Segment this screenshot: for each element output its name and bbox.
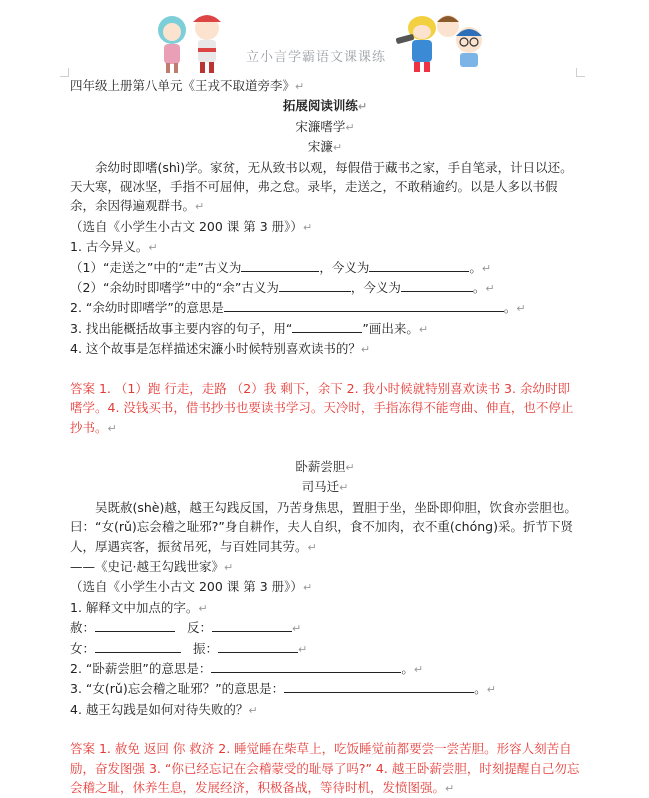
page-title: 拓展阅读训练↵ bbox=[282, 98, 368, 114]
blank-line bbox=[70, 720, 580, 739]
text1-body: 余幼时即嗜(shì)学。家贫，无从致书以观，每假借于藏书之家，手自笔录，计日以还。天大寒，砚冰坚，手指不可屈伸，弗之怠。录毕，走送之，不敢稍逾约。以是人多以书假余，余因得遍观群书。↵ bbox=[70, 159, 573, 214]
text2-title: 卧薪尝胆↵ bbox=[295, 458, 355, 474]
text2-answer: 答案 1. 赦免 返回 你 救济 2. 睡觉睡在柴草上，吃饭睡觉前都要尝一尝苦胆。形容人刻苦自励，奋发图强 3. “你已经忘记在会稽蒙受的耻辱了吗?” 4. 越王卧薪尝胆，时刻提醒自己勿忘会稽之耻，休养生息，发展经济，积极备战，等待时机，发愤图强。↵ bbox=[70, 741, 580, 795]
text2-source: （选自《小学生小古文 200 课 第 3 册》）↵ bbox=[70, 579, 313, 595]
text1-answer: 答案 1. （1）跑 行走，走路 （2）我 剩下，余下 2. 我小时候就特别喜欢读书 3. 余幼时即嗜学。4. 没钱买书，借书抄书也要读书学习。天冷时，手指冻得不能弯曲、伸直，也不停止抄书。↵ bbox=[70, 380, 574, 435]
text2-question-2: 2. “卧薪尝胆”的意思是： 。↵ bbox=[70, 660, 424, 676]
text2-question-1-row2: 女： 振： ↵ bbox=[70, 640, 308, 656]
answer-blank[interactable] bbox=[292, 320, 362, 333]
text1-question-4: 4. 这个故事是怎样描述宋濂小时候特别喜欢读书的？↵ bbox=[70, 341, 371, 357]
text2-question-1-row1: 赦： 反： ↵ bbox=[70, 620, 302, 636]
answer-blank[interactable] bbox=[211, 660, 401, 673]
glasses-boy-cartoon-icon bbox=[456, 27, 482, 67]
text1-question-3: 3. 找出能概括故事主要内容的句子，用“ ”画出来。↵ bbox=[70, 320, 429, 336]
text2-author: 司马迁↵ bbox=[301, 479, 349, 495]
text2-question-1: 1. 解释文中加点的字。↵ bbox=[70, 599, 208, 615]
page-header bbox=[0, 0, 649, 76]
blank-line bbox=[70, 438, 580, 457]
blank-line bbox=[70, 360, 580, 379]
document-page bbox=[70, 76, 580, 798]
answer-blank[interactable] bbox=[284, 680, 474, 693]
text1-source: （选自《小学生小古文 200 课 第 3 册》）↵ bbox=[70, 218, 313, 234]
brand-watermark: 立小言学霸语文课课练 bbox=[246, 50, 387, 65]
text2-body: 吴既赦(shè)越，越王勾践反国，乃苦身焦思，置胆于坐，坐卧即仰胆，饮食亦尝胆也。曰：“女(rǔ)忘会稽之耻邪?”身自耕作，夫人自织，食不加肉，衣不重(chóng)采。折节下贤人，厚遇宾客，振贫吊死，与百姓同其劳。↵ bbox=[70, 499, 577, 554]
answer-blank[interactable] bbox=[369, 259, 469, 272]
text2-question-3: 3. “女(rǔ)忘会稽之耻邪？”的意思是： 。↵ bbox=[70, 681, 496, 697]
pirate-boy-cartoon-icon bbox=[193, 15, 221, 73]
text2-source-work: ——《史记·越王勾践世家》↵ bbox=[70, 558, 234, 574]
answer-blank[interactable] bbox=[224, 299, 504, 312]
answer-blank[interactable] bbox=[212, 619, 292, 632]
text1-question-1a: （1）“走送之”中的“走”古义为 ，今义为 。↵ bbox=[70, 259, 492, 275]
monkey-cartoon-icon bbox=[408, 16, 436, 72]
unit-line: 四年级上册第八单元《王戎不取道旁李》↵ bbox=[70, 78, 305, 93]
text1-title: 宋濂嗜学↵ bbox=[295, 118, 355, 134]
answer-blank[interactable] bbox=[241, 259, 319, 272]
text1-question-2: 2. “余幼时即嗜学”的意思是 。↵ bbox=[70, 300, 526, 316]
page-corner-mark bbox=[60, 68, 69, 77]
text2-question-4: 4. 越王勾践是如何对待失败的？↵ bbox=[70, 701, 258, 717]
text1-author: 宋濂↵ bbox=[307, 139, 343, 155]
answer-blank[interactable] bbox=[401, 279, 473, 292]
text1-question-1b: （2）“余幼时即嗜学”中的“余”古义为 ，今义为 。↵ bbox=[70, 280, 495, 296]
text1-question-1: 1. 古今异义。↵ bbox=[70, 239, 158, 255]
answer-blank[interactable] bbox=[279, 279, 351, 292]
answer-blank[interactable] bbox=[218, 640, 298, 653]
answer-blank[interactable] bbox=[95, 640, 181, 653]
answer-blank[interactable] bbox=[95, 619, 175, 632]
girl-cartoon-icon bbox=[158, 16, 186, 73]
